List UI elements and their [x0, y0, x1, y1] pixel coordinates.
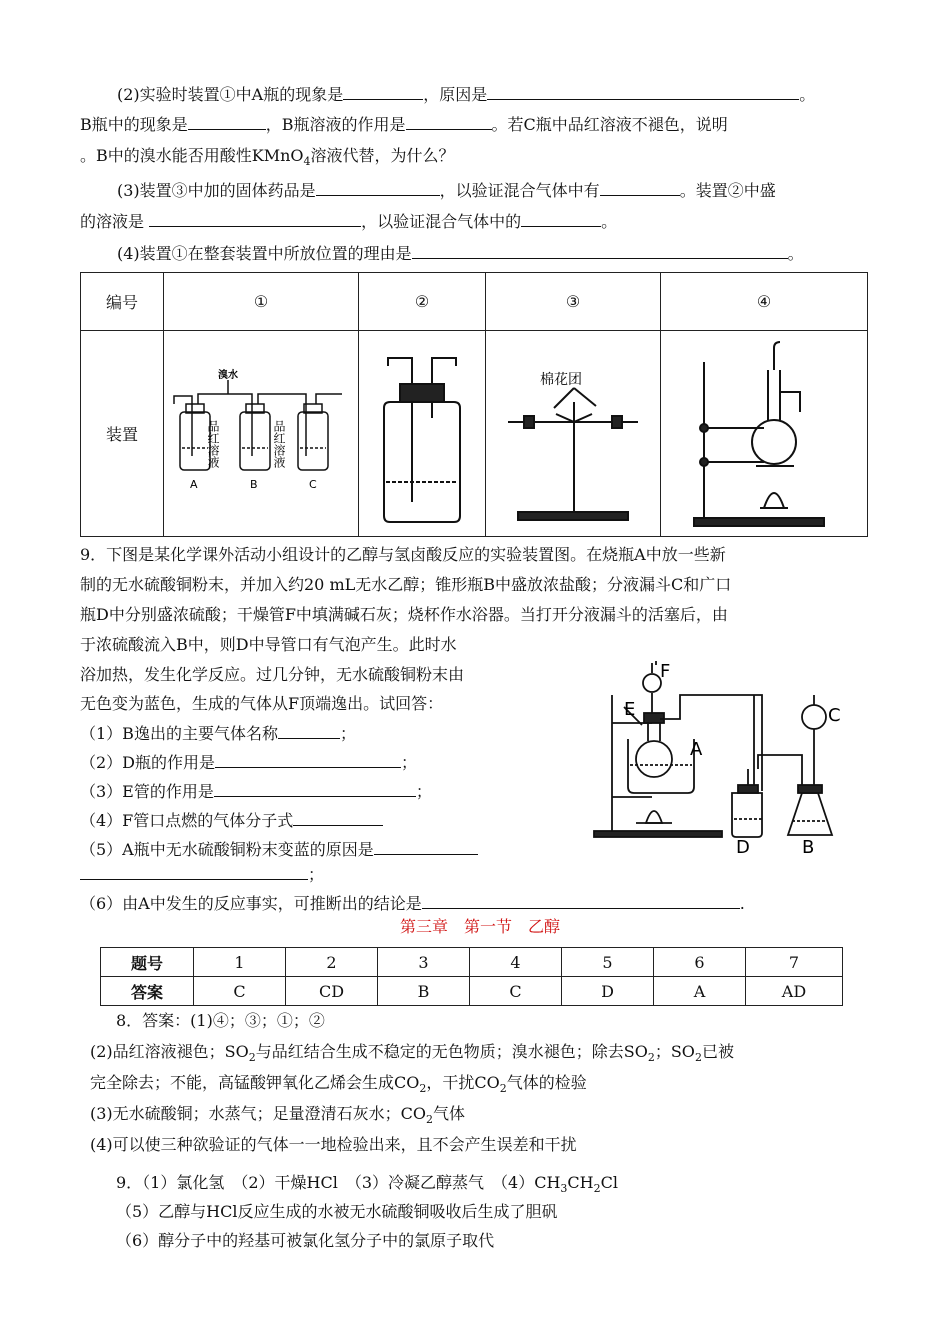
answer-blank[interactable]	[215, 749, 401, 768]
answer8-line-1: 8．答案：(1)④；③；①；②	[116, 1011, 325, 1030]
q8-line-3b: 的溶液是 ，以验证混合气体中的 。	[80, 207, 880, 236]
q9-sub-4: （4）F管口点燃的气体分子式	[80, 806, 880, 835]
apparatus-2-cell	[359, 331, 486, 537]
q8-line-2c: 。B中的溴水能否用酸性KMnO$_4$溶液代替，为什么？	[80, 146, 455, 169]
answer-5: D	[562, 977, 654, 1006]
label-bromine-water: 溴水	[218, 369, 238, 381]
answer-4: C	[470, 977, 562, 1006]
qnum-5: 5	[562, 948, 654, 977]
q9-sub-6: （6）由A中发生的反应事实，可推断出的结论是 .	[80, 889, 880, 918]
three-bottle-apparatus-image	[166, 332, 356, 532]
flask-heating-stand-image	[664, 332, 864, 532]
answer-blank[interactable]	[80, 861, 308, 880]
label-magenta-solution-1: 品红溶液	[206, 419, 220, 468]
apparatus-number-4: ④	[661, 273, 868, 331]
answer-blank[interactable]	[316, 177, 440, 196]
qnum-3: 3	[378, 948, 470, 977]
answer8-line-2: (2)品红溶液褪色；$SO_2$与品红结合生成不稳定的无色物质；溴水褪色；除去$SO_2$；$SO_2$已被	[90, 1042, 734, 1065]
qnum-4: 4	[470, 948, 562, 977]
answer-3: B	[378, 977, 470, 1006]
header-answer: 答案	[101, 977, 194, 1006]
answer-table	[100, 947, 843, 1006]
qnum-7: 7	[746, 948, 843, 977]
apparatus-1-cell	[164, 331, 359, 537]
drying-tube-stand-image	[488, 332, 658, 532]
row-label-apparatus: 装置	[81, 331, 164, 537]
answer-7: AD	[746, 977, 843, 1006]
section-title: 第三章 第一节 乙醇	[400, 917, 561, 936]
answer-blank[interactable]	[188, 111, 266, 130]
label-d: D	[736, 837, 750, 855]
answer-blank[interactable]	[293, 807, 383, 826]
answer-blank[interactable]	[214, 778, 416, 797]
answer-blank[interactable]	[374, 836, 478, 855]
qnum-6: 6	[654, 948, 746, 977]
answer-blank[interactable]	[422, 890, 740, 909]
q8-line-3a: (3)装置③中加的固体药品是 ，以验证混合气体中有 。装置②中盛	[80, 176, 880, 205]
q8-line-2b: B瓶中的现象是 ，B瓶溶液的作用是 。若C瓶中品红溶液不褪色，说明	[80, 110, 880, 139]
answer9-line-1: 9．（1）氯化氢 （2）干燥HCl （3）冷凝乙醇蒸气 $(4)CH_3CH_2Cl$	[116, 1173, 618, 1196]
label-bottle-c: C	[309, 477, 317, 491]
gas-washing-bottle-image	[362, 332, 482, 532]
apparatus-number-1: ①	[164, 273, 359, 331]
qnum-1: 1	[194, 948, 286, 977]
q8-line-4: (4)装置①在整套装置中所放位置的理由是 。	[80, 239, 880, 268]
answer-blank[interactable]	[412, 240, 788, 259]
q9-intro-line-6: 无色变为蓝色，生成的气体从F顶端逸出。试回答：	[80, 694, 444, 713]
apparatus-number-3: ③	[486, 273, 661, 331]
q9-sub-5-cont: ；	[80, 860, 880, 889]
q9-sub-5: （5）A瓶中无水硫酸铜粉末变蓝的原因是	[80, 835, 880, 864]
answer-6: A	[654, 977, 746, 1006]
label-magenta-solution-2: 品红溶液	[272, 419, 286, 468]
qnum-2: 2	[286, 948, 378, 977]
q8-line-2a: (2)实验时装置①中A瓶的现象是 ，原因是 。	[80, 80, 880, 109]
label-f: F	[660, 661, 671, 682]
q9-sub-3: （3）E管的作用是 ；	[80, 777, 880, 806]
answer-blank[interactable]	[149, 208, 361, 227]
answer8-line-4: (3)无水硫酸铜；水蒸气；足量澄清石灰水；$CO_2$气体	[90, 1104, 466, 1127]
answer-blank[interactable]	[521, 208, 601, 227]
answer-blank[interactable]	[487, 81, 799, 100]
answer-blank[interactable]	[278, 720, 340, 739]
answer9-line-3: （6）醇分子中的羟基可被氯化氢分子中的氯原子取代	[116, 1231, 495, 1250]
equipment-table	[80, 272, 868, 537]
answer-blank[interactable]	[343, 81, 423, 100]
q9-intro-line-2: 制的无水硫酸铜粉末，并加入约20 mL无水乙醇；锥形瓶B中盛放浓盐酸；分液漏斗C和广口	[80, 575, 732, 594]
row-label-number: 编号	[81, 273, 164, 331]
apparatus-number-2: ②	[359, 273, 486, 331]
q9-intro-line-5: 浴加热，发生化学反应。过几分钟，无水硫酸铜粉末由	[80, 665, 465, 684]
answer-2: CD	[286, 977, 378, 1006]
q9-intro-line-1: 9．下图是某化学课外活动小组设计的乙醇与氢卤酸反应的实验装置图。在烧瓶A中放一些新	[80, 545, 726, 564]
apparatus-4-cell	[661, 331, 868, 537]
label-b: B	[802, 837, 815, 855]
ethanol-reaction-apparatus-image	[590, 655, 860, 855]
label-c: C	[828, 705, 841, 726]
label-bottle-a: A	[190, 477, 198, 491]
answer9-line-2: （5）乙醇与HCl反应生成的水被无水硫酸铜吸收后生成了胆矾	[116, 1202, 558, 1221]
answer8-line-3: 完全除去；不能，高锰酸钾氧化乙烯会生成$CO_2$，干扰$CO_2$气体的检验	[90, 1073, 587, 1096]
header-question-number: 题号	[101, 948, 194, 977]
answer8-line-5: (4)可以使三种欲验证的气体一一地检验出来，且不会产生误差和干扰	[90, 1135, 577, 1154]
apparatus-3-cell	[486, 331, 661, 537]
label-cotton-wad: 棉花团	[540, 371, 582, 388]
answer-1: C	[194, 977, 286, 1006]
q9-sub-1: （1）B逸出的主要气体名称 ；	[80, 719, 880, 748]
q9-sub-2: （2）D瓶的作用是 ；	[80, 748, 880, 777]
answer-blank[interactable]	[600, 177, 680, 196]
q9-intro-line-3: 瓶D中分别盛浓硫酸；干燥管F中填满碱石灰；烧杯作水浴器。当打开分液漏斗的活塞后，由	[80, 605, 728, 624]
answer-blank[interactable]	[406, 111, 492, 130]
label-e: E	[624, 699, 636, 720]
q9-intro-line-4: 于浓硫酸流入B中，则D中导管口有气泡产生。此时水	[80, 635, 457, 654]
label-bottle-b: B	[250, 477, 258, 491]
label-a: A	[690, 739, 703, 760]
